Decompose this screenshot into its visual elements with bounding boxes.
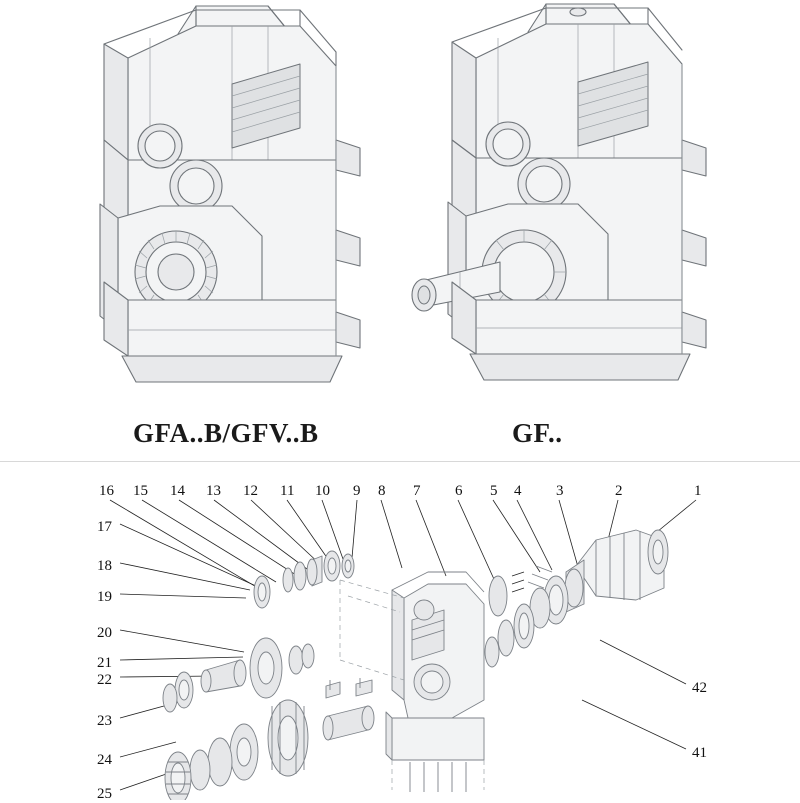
callout-left-23: 23 [97,713,112,729]
callout-top-13: 13 [206,483,221,499]
callout-top-16: 16 [99,483,114,499]
caption-right-view: GF.. [512,418,563,448]
callout-left-19: 19 [97,589,112,605]
callout-left-18: 18 [97,558,112,574]
callout-top-11: 11 [280,483,295,499]
callout-left-22: 22 [97,672,112,688]
callout-top-1: 1 [694,483,702,499]
callout-right-42: 42 [692,680,707,696]
callout-top-15: 15 [133,483,148,499]
callout-top-12: 12 [243,483,258,499]
callout-left-17: 17 [97,519,112,535]
callout-left-24: 24 [97,752,112,768]
callout-left-21: 21 [97,655,112,671]
callout-top-14: 14 [170,483,185,499]
callout-top-8: 8 [378,483,386,499]
callout-top-10: 10 [315,483,330,499]
callout-right-41: 41 [692,745,707,761]
callout-top-9: 9 [353,483,361,499]
callout-top-4: 4 [514,483,522,499]
callout-top-7: 7 [413,483,421,499]
exploded-parts [163,530,668,800]
callout-top-6: 6 [455,483,463,499]
caption-left-view: GFA..B/GFV..B [133,418,319,448]
callout-left-20: 20 [97,625,112,641]
callout-top-2: 2 [615,483,623,499]
callout-top-3: 3 [556,483,564,499]
callout-top-5: 5 [490,483,498,499]
callout-left-25: 25 [97,786,112,802]
